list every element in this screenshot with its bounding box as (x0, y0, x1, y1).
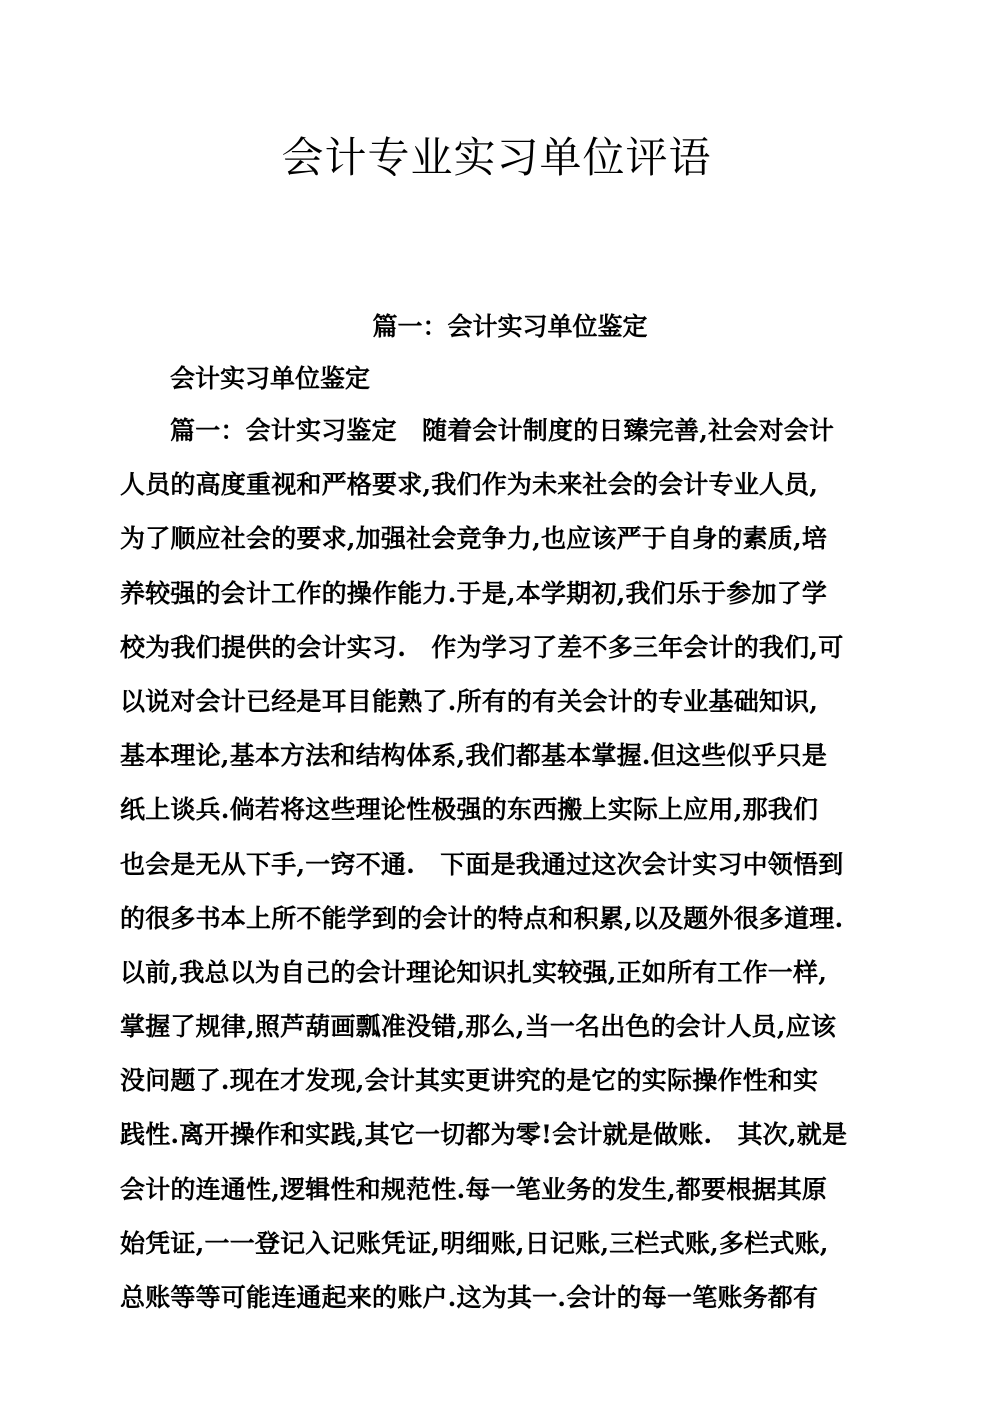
body-line: 也会是无从下手,一窍不通. 下面是我通过这次会计实习中领悟到 (120, 849, 844, 879)
body-line: 篇一：会计实习鉴定 随着会计制度的日臻完善,社会对会计 (170, 416, 835, 445)
body-line: 校为我们提供的会计实习. 作为学习了差不多三年会计的我们,可 (120, 632, 844, 662)
body-line: 践性.离开操作和实践,其它一切都为零!会计就是做账. 其次,就是 (120, 1120, 848, 1150)
body-line: 总账等等可能连通起来的账户.这为其一.会计的每一笔账务都有 (120, 1283, 819, 1312)
document-title: 会计专业实习单位评语 (281, 133, 712, 182)
subheading: 会计实习单位鉴定 (170, 364, 371, 393)
body-line: 会计的连通性,逻辑性和规范性.每一笔业务的发生,都要根据其原 (120, 1174, 828, 1204)
body-line: 基本理论,基本方法和结构体系,我们都基本掌握.但这些似乎只是 (120, 741, 828, 771)
body-line: 为了顺应社会的要求,加强社会竞争力,也应该严于自身的素质,培 (120, 524, 828, 554)
body-line: 人员的高度重视和严格要求,我们作为未来社会的会计专业人员, (120, 470, 819, 500)
body-line: 始凭证,一一登记入记账凭证,明细账,日记账,三栏式账,多栏式账, (120, 1228, 829, 1258)
section-heading: 篇一：会计实习单位鉴定 (372, 312, 648, 341)
body-line: 的很多书本上所不能学到的会计的特点和积累,以及题外很多道理. (120, 903, 844, 933)
body-line: 以前,我总以为自己的会计理论知识扎实较强,正如所有工作一样, (120, 957, 828, 987)
body-line: 以说对会计已经是耳目能熟了.所有的有关会计的专业基础知识, (120, 686, 819, 716)
body-line: 纸上谈兵.倘若将这些理论性极强的东西搬上实际上应用,那我们 (120, 795, 819, 825)
body-line: 掌握了规律,照芦葫画瓢准没错,那么,当一名出色的会计人员,应该 (120, 1012, 837, 1042)
body-line: 养较强的会计工作的操作能力.于是,本学期初,我们乐于参加了学 (120, 578, 828, 608)
body-text (120, 412, 890, 1333)
body-line: 没问题了.现在才发现,会计其实更讲究的是它的实际操作性和实 (120, 1066, 819, 1096)
